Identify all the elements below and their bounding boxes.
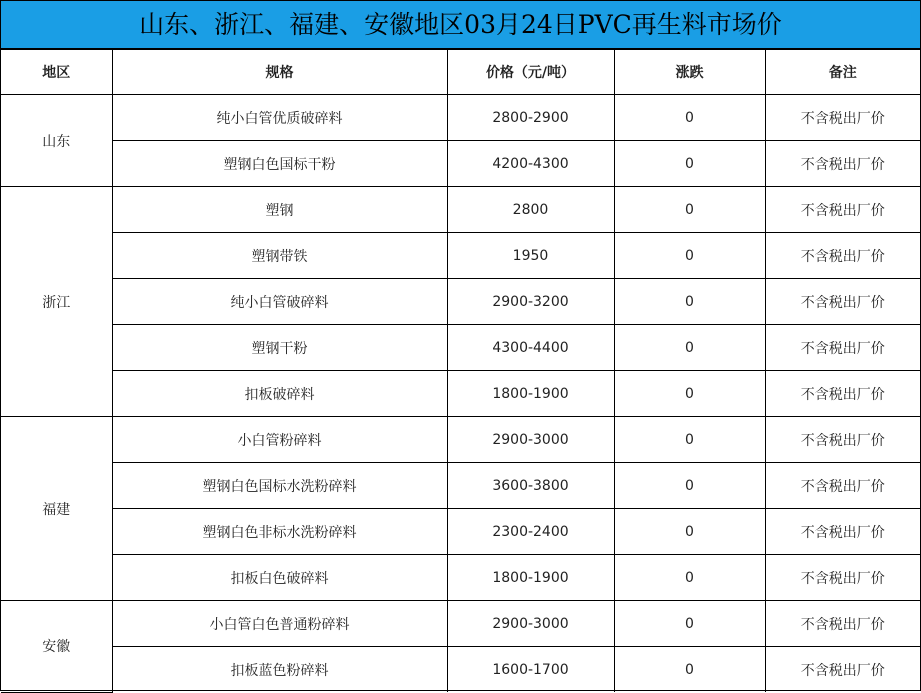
note-cell: 不含税出厂价 [765,371,920,417]
note-cell: 不含税出厂价 [765,325,920,371]
spec-cell: 纯小白管优质破碎料 [112,95,447,141]
table-row [1,647,920,693]
change-cell: 0 [614,463,765,509]
price-table [1,49,920,693]
price-cell: 4300-4400 [447,325,614,371]
table-body [1,95,920,693]
note-cell: 不含税出厂价 [765,555,920,601]
spec-cell: 扣板蓝色粉碎料 [112,647,447,693]
change-cell: 0 [614,279,765,325]
region-cell: 山东 [1,95,112,187]
change-cell: 0 [614,555,765,601]
spec-cell: 扣板破碎料 [112,371,447,417]
region-cell: 浙江 [1,187,112,417]
spec-cell: 小白管白色普通粉碎料 [112,601,447,647]
note-cell: 不含税出厂价 [765,463,920,509]
price-cell: 2900-3000 [447,417,614,463]
table-row [1,325,920,371]
table-row [1,509,920,555]
note-cell: 不含税出厂价 [765,279,920,325]
price-cell: 4200-4300 [447,141,614,187]
spec-cell: 塑钢带铁 [112,233,447,279]
note-cell: 不含税出厂价 [765,647,920,693]
note-cell: 不含税出厂价 [765,233,920,279]
region-cell: 福建 [1,417,112,601]
price-cell: 3600-3800 [447,463,614,509]
price-cell: 1800-1900 [447,555,614,601]
spec-cell: 塑钢 [112,187,447,233]
price-cell: 1800-1900 [447,371,614,417]
change-cell: 0 [614,95,765,141]
table-row [1,279,920,325]
price-cell: 2900-3000 [447,601,614,647]
change-cell: 0 [614,187,765,233]
spec-cell: 扣板白色破碎料 [112,555,447,601]
spec-cell: 塑钢干粉 [112,325,447,371]
header-region: 地区 [1,50,112,95]
change-cell: 0 [614,647,765,693]
table-row [1,187,920,233]
table-row [1,555,920,601]
note-cell: 不含税出厂价 [765,95,920,141]
spec-cell: 小白管粉碎料 [112,417,447,463]
table-row [1,233,920,279]
price-cell: 1600-1700 [447,647,614,693]
price-cell: 1950 [447,233,614,279]
spec-cell: 塑钢白色非标水洗粉碎料 [112,509,447,555]
table-row [1,601,920,647]
header-change: 涨跌 [614,50,765,95]
price-cell: 2900-3200 [447,279,614,325]
table-row [1,95,920,141]
change-cell: 0 [614,325,765,371]
table-row [1,417,920,463]
header-row [1,50,920,95]
page-title: 山东、浙江、福建、安徽地区03月24日PVC再生料市场价 [1,1,920,49]
change-cell: 0 [614,601,765,647]
note-cell: 不含税出厂价 [765,601,920,647]
note-cell: 不含税出厂价 [765,187,920,233]
header-price: 价格（元/吨） [447,50,614,95]
spec-cell: 塑钢白色国标水洗粉碎料 [112,463,447,509]
spec-cell: 纯小白管破碎料 [112,279,447,325]
table-row [1,141,920,187]
header-spec: 规格 [112,50,447,95]
table-row [1,371,920,417]
change-cell: 0 [614,233,765,279]
table-row [1,463,920,509]
note-cell: 不含税出厂价 [765,141,920,187]
change-cell: 0 [614,371,765,417]
change-cell: 0 [614,141,765,187]
change-cell: 0 [614,509,765,555]
price-cell: 2800 [447,187,614,233]
note-cell: 不含税出厂价 [765,417,920,463]
price-cell: 2300-2400 [447,509,614,555]
spec-cell: 塑钢白色国标干粉 [112,141,447,187]
change-cell: 0 [614,417,765,463]
price-cell: 2800-2900 [447,95,614,141]
region-cell: 安徽 [1,601,112,693]
header-note: 备注 [765,50,920,95]
note-cell: 不含税出厂价 [765,509,920,555]
